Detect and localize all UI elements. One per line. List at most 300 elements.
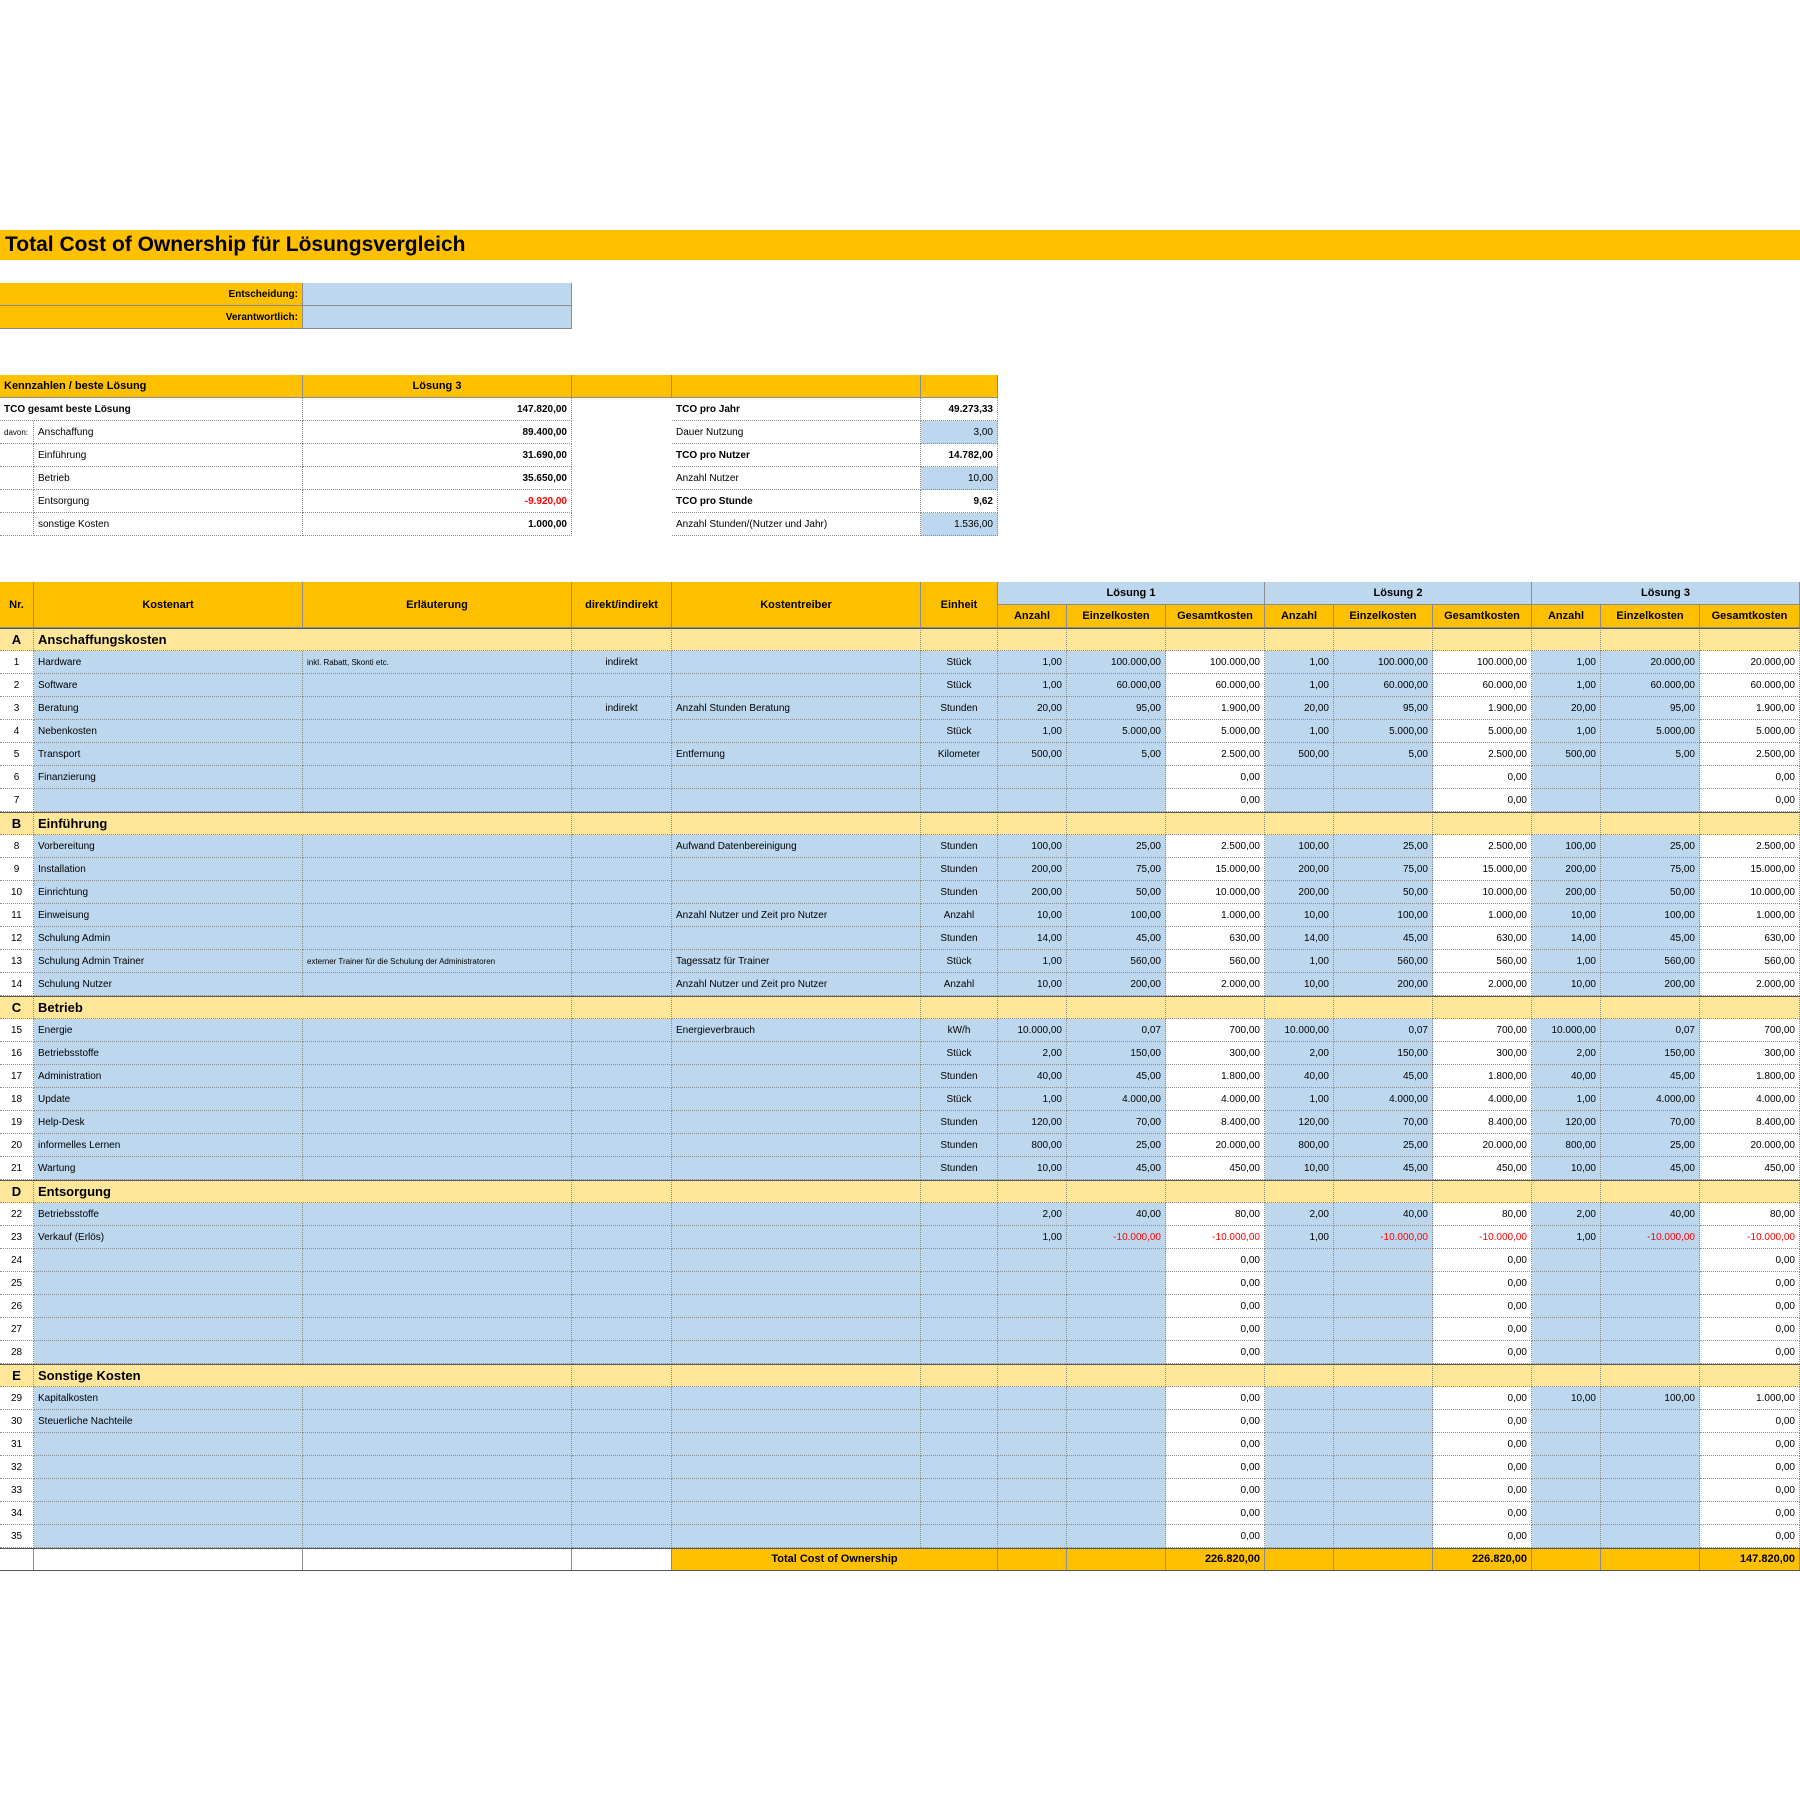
einheit-input[interactable]	[921, 1226, 998, 1249]
anzahl-input[interactable]	[998, 1456, 1067, 1479]
einzelkosten-input[interactable]: 45,00	[1067, 927, 1166, 950]
erlaeuterung-input[interactable]	[303, 1157, 572, 1180]
erlaeuterung-input[interactable]	[303, 927, 572, 950]
anzahl-input[interactable]	[998, 1318, 1067, 1341]
anzahl-input[interactable]: 40,00	[1532, 1065, 1601, 1088]
direkt-indirekt-input[interactable]	[572, 674, 672, 697]
einzelkosten-input[interactable]: 25,00	[1334, 1134, 1433, 1157]
anzahl-input[interactable]	[1265, 1479, 1334, 1502]
kostentreiber-input[interactable]	[672, 674, 921, 697]
einzelkosten-input[interactable]: 4.000,00	[1334, 1088, 1433, 1111]
anzahl-input[interactable]	[1532, 1433, 1601, 1456]
erlaeuterung-input[interactable]	[303, 1111, 572, 1134]
einzelkosten-input[interactable]	[1334, 1456, 1433, 1479]
anzahl-input[interactable]	[998, 1502, 1067, 1525]
einzelkosten-input[interactable]	[1601, 766, 1700, 789]
einzelkosten-input[interactable]: 150,00	[1334, 1042, 1433, 1065]
einzelkosten-input[interactable]	[1601, 1456, 1700, 1479]
anzahl-input[interactable]	[1265, 1433, 1334, 1456]
kostenart-input[interactable]: Administration	[34, 1065, 303, 1088]
kostenart-input[interactable]: Einweisung	[34, 904, 303, 927]
kostenart-input[interactable]: Steuerliche Nachteile	[34, 1410, 303, 1433]
anzahl-input[interactable]	[1532, 1318, 1601, 1341]
anzahl-input[interactable]: 10,00	[998, 973, 1067, 996]
anzahl-input[interactable]: 1,00	[1265, 950, 1334, 973]
kostentreiber-input[interactable]: Tagessatz für Trainer	[672, 950, 921, 973]
erlaeuterung-input[interactable]	[303, 674, 572, 697]
anzahl-input[interactable]: 200,00	[1265, 881, 1334, 904]
kostenart-input[interactable]: Wartung	[34, 1157, 303, 1180]
kostentreiber-input[interactable]	[672, 1157, 921, 1180]
anzahl-input[interactable]	[1265, 1249, 1334, 1272]
anzahl-input[interactable]	[1265, 1272, 1334, 1295]
erlaeuterung-input[interactable]	[303, 1410, 572, 1433]
einzelkosten-input[interactable]: 5.000,00	[1601, 720, 1700, 743]
kostenart-input[interactable]: Kapitalkosten	[34, 1387, 303, 1410]
erlaeuterung-input[interactable]	[303, 1433, 572, 1456]
anzahl-input[interactable]: 1,00	[998, 674, 1067, 697]
einheit-input[interactable]: Stunden	[921, 858, 998, 881]
einzelkosten-input[interactable]: 0,07	[1601, 1019, 1700, 1042]
anzahl-input[interactable]	[998, 1410, 1067, 1433]
einheit-input[interactable]: Stück	[921, 950, 998, 973]
direkt-indirekt-input[interactable]	[572, 1502, 672, 1525]
kostenart-input[interactable]: Schulung Nutzer	[34, 973, 303, 996]
einzelkosten-input[interactable]: 0,07	[1334, 1019, 1433, 1042]
einzelkosten-input[interactable]	[1067, 1479, 1166, 1502]
einheit-input[interactable]: Stunden	[921, 835, 998, 858]
kostenart-input[interactable]: Betriebsstoffe	[34, 1203, 303, 1226]
einzelkosten-input[interactable]: 4.000,00	[1601, 1088, 1700, 1111]
direkt-indirekt-input[interactable]	[572, 720, 672, 743]
einheit-input[interactable]	[921, 1479, 998, 1502]
anzahl-input[interactable]	[1532, 1272, 1601, 1295]
direkt-indirekt-input[interactable]	[572, 1157, 672, 1180]
einheit-input[interactable]	[921, 1502, 998, 1525]
anzahl-input[interactable]	[1265, 1525, 1334, 1548]
einzelkosten-input[interactable]: 95,00	[1067, 697, 1166, 720]
anzahl-input[interactable]	[1532, 1456, 1601, 1479]
kpi-input[interactable]: 1.536,00	[921, 513, 998, 536]
einheit-input[interactable]: Stunden	[921, 1065, 998, 1088]
einzelkosten-input[interactable]	[1334, 1502, 1433, 1525]
anzahl-input[interactable]	[1265, 1410, 1334, 1433]
einzelkosten-input[interactable]: 45,00	[1601, 927, 1700, 950]
entscheidung-input[interactable]	[303, 283, 572, 306]
kostentreiber-input[interactable]: Anzahl Stunden Beratung	[672, 697, 921, 720]
kostentreiber-input[interactable]	[672, 789, 921, 812]
erlaeuterung-input[interactable]	[303, 697, 572, 720]
kostenart-input[interactable]: informelles Lernen	[34, 1134, 303, 1157]
direkt-indirekt-input[interactable]	[572, 1134, 672, 1157]
direkt-indirekt-input[interactable]	[572, 1019, 672, 1042]
anzahl-input[interactable]	[1532, 789, 1601, 812]
einheit-input[interactable]: kW/h	[921, 1019, 998, 1042]
kostentreiber-input[interactable]	[672, 858, 921, 881]
anzahl-input[interactable]	[1265, 1387, 1334, 1410]
einzelkosten-input[interactable]	[1067, 1295, 1166, 1318]
erlaeuterung-input[interactable]	[303, 789, 572, 812]
erlaeuterung-input[interactable]	[303, 1203, 572, 1226]
anzahl-input[interactable]: 10,00	[1265, 973, 1334, 996]
anzahl-input[interactable]: 800,00	[1532, 1134, 1601, 1157]
anzahl-input[interactable]: 20,00	[1265, 697, 1334, 720]
anzahl-input[interactable]: 1,00	[998, 720, 1067, 743]
anzahl-input[interactable]: 14,00	[1265, 927, 1334, 950]
erlaeuterung-input[interactable]	[303, 1341, 572, 1364]
einzelkosten-input[interactable]: 70,00	[1334, 1111, 1433, 1134]
einzelkosten-input[interactable]	[1601, 1433, 1700, 1456]
kostenart-input[interactable]: Software	[34, 674, 303, 697]
verantwortlich-input[interactable]	[303, 306, 572, 329]
anzahl-input[interactable]	[998, 1249, 1067, 1272]
einzelkosten-input[interactable]: 40,00	[1601, 1203, 1700, 1226]
einheit-input[interactable]: Anzahl	[921, 904, 998, 927]
anzahl-input[interactable]: 120,00	[1265, 1111, 1334, 1134]
direkt-indirekt-input[interactable]	[572, 881, 672, 904]
einzelkosten-input[interactable]: 50,00	[1067, 881, 1166, 904]
einzelkosten-input[interactable]: 45,00	[1334, 927, 1433, 950]
einzelkosten-input[interactable]	[1067, 1249, 1166, 1272]
anzahl-input[interactable]: 10,00	[1532, 1387, 1601, 1410]
einzelkosten-input[interactable]	[1067, 1410, 1166, 1433]
einzelkosten-input[interactable]	[1334, 1272, 1433, 1295]
einheit-input[interactable]	[921, 1525, 998, 1548]
erlaeuterung-input[interactable]	[303, 720, 572, 743]
kostentreiber-input[interactable]	[672, 1341, 921, 1364]
erlaeuterung-input[interactable]	[303, 766, 572, 789]
anzahl-input[interactable]	[998, 789, 1067, 812]
anzahl-input[interactable]: 1,00	[998, 1226, 1067, 1249]
anzahl-input[interactable]	[1532, 766, 1601, 789]
anzahl-input[interactable]: 1,00	[998, 950, 1067, 973]
kostenart-input[interactable]: Transport	[34, 743, 303, 766]
einzelkosten-input[interactable]: 60.000,00	[1334, 674, 1433, 697]
kostentreiber-input[interactable]	[672, 1456, 921, 1479]
kostenart-input[interactable]: Einrichtung	[34, 881, 303, 904]
kostentreiber-input[interactable]	[672, 720, 921, 743]
erlaeuterung-input[interactable]: externer Trainer für die Schulung der Administratoren	[303, 950, 572, 973]
einzelkosten-input[interactable]: 200,00	[1067, 973, 1166, 996]
anzahl-input[interactable]: 10.000,00	[998, 1019, 1067, 1042]
einzelkosten-input[interactable]	[1601, 1502, 1700, 1525]
anzahl-input[interactable]: 1,00	[1265, 651, 1334, 674]
anzahl-input[interactable]: 1,00	[1532, 950, 1601, 973]
einzelkosten-input[interactable]: 25,00	[1067, 835, 1166, 858]
einheit-input[interactable]	[921, 1433, 998, 1456]
anzahl-input[interactable]: 2,00	[1532, 1203, 1601, 1226]
erlaeuterung-input[interactable]	[303, 1295, 572, 1318]
anzahl-input[interactable]: 2,00	[998, 1203, 1067, 1226]
anzahl-input[interactable]: 120,00	[1532, 1111, 1601, 1134]
kostentreiber-input[interactable]	[672, 1410, 921, 1433]
erlaeuterung-input[interactable]	[303, 1387, 572, 1410]
anzahl-input[interactable]: 10,00	[998, 904, 1067, 927]
einzelkosten-input[interactable]	[1067, 1272, 1166, 1295]
einzelkosten-input[interactable]: 45,00	[1601, 1157, 1700, 1180]
einzelkosten-input[interactable]	[1601, 1341, 1700, 1364]
direkt-indirekt-input[interactable]	[572, 1456, 672, 1479]
anzahl-input[interactable]: 14,00	[1532, 927, 1601, 950]
einzelkosten-input[interactable]: -10.000,00	[1601, 1226, 1700, 1249]
einzelkosten-input[interactable]: 25,00	[1601, 835, 1700, 858]
einzelkosten-input[interactable]	[1334, 766, 1433, 789]
direkt-indirekt-input[interactable]	[572, 1410, 672, 1433]
direkt-indirekt-input[interactable]	[572, 1226, 672, 1249]
erlaeuterung-input[interactable]	[303, 1019, 572, 1042]
kostentreiber-input[interactable]	[672, 1111, 921, 1134]
kostentreiber-input[interactable]	[672, 766, 921, 789]
einheit-input[interactable]: Stunden	[921, 1111, 998, 1134]
kostentreiber-input[interactable]	[672, 1433, 921, 1456]
anzahl-input[interactable]: 200,00	[1532, 858, 1601, 881]
direkt-indirekt-input[interactable]	[572, 789, 672, 812]
einzelkosten-input[interactable]	[1334, 1410, 1433, 1433]
anzahl-input[interactable]	[998, 1295, 1067, 1318]
einheit-input[interactable]: Stunden	[921, 881, 998, 904]
kostentreiber-input[interactable]	[672, 1318, 921, 1341]
anzahl-input[interactable]	[1532, 1410, 1601, 1433]
anzahl-input[interactable]	[998, 1433, 1067, 1456]
erlaeuterung-input[interactable]	[303, 743, 572, 766]
einzelkosten-input[interactable]: 75,00	[1334, 858, 1433, 881]
direkt-indirekt-input[interactable]	[572, 950, 672, 973]
kostenart-input[interactable]	[34, 1479, 303, 1502]
kostenart-input[interactable]: Beratung	[34, 697, 303, 720]
direkt-indirekt-input[interactable]	[572, 1387, 672, 1410]
einheit-input[interactable]	[921, 1249, 998, 1272]
anzahl-input[interactable]	[1532, 1341, 1601, 1364]
anzahl-input[interactable]	[1532, 1249, 1601, 1272]
direkt-indirekt-input[interactable]	[572, 973, 672, 996]
einheit-input[interactable]	[921, 1341, 998, 1364]
einzelkosten-input[interactable]: 45,00	[1067, 1065, 1166, 1088]
anzahl-input[interactable]: 1,00	[1532, 1226, 1601, 1249]
anzahl-input[interactable]: 500,00	[1532, 743, 1601, 766]
einzelkosten-input[interactable]	[1067, 1456, 1166, 1479]
anzahl-input[interactable]: 1,00	[1532, 674, 1601, 697]
kostenart-input[interactable]: Betriebsstoffe	[34, 1042, 303, 1065]
direkt-indirekt-input[interactable]	[572, 1042, 672, 1065]
anzahl-input[interactable]: 10,00	[1532, 1157, 1601, 1180]
einzelkosten-input[interactable]: 95,00	[1601, 697, 1700, 720]
kostenart-input[interactable]: Help-Desk	[34, 1111, 303, 1134]
anzahl-input[interactable]: 1,00	[1532, 720, 1601, 743]
direkt-indirekt-input[interactable]	[572, 835, 672, 858]
kostenart-input[interactable]: Schulung Admin	[34, 927, 303, 950]
einheit-input[interactable]: Stunden	[921, 927, 998, 950]
anzahl-input[interactable]: 500,00	[1265, 743, 1334, 766]
kostentreiber-input[interactable]	[672, 651, 921, 674]
kostenart-input[interactable]: Hardware	[34, 651, 303, 674]
anzahl-input[interactable]	[1265, 1502, 1334, 1525]
kostenart-input[interactable]: Vorbereitung	[34, 835, 303, 858]
einzelkosten-input[interactable]: 20.000,00	[1601, 651, 1700, 674]
kostenart-input[interactable]: Finanzierung	[34, 766, 303, 789]
einzelkosten-input[interactable]	[1334, 1387, 1433, 1410]
kostentreiber-input[interactable]	[672, 1203, 921, 1226]
einzelkosten-input[interactable]: 40,00	[1334, 1203, 1433, 1226]
einheit-input[interactable]: Stück	[921, 674, 998, 697]
erlaeuterung-input[interactable]	[303, 881, 572, 904]
einzelkosten-input[interactable]	[1067, 789, 1166, 812]
einzelkosten-input[interactable]: 25,00	[1067, 1134, 1166, 1157]
einzelkosten-input[interactable]: 25,00	[1601, 1134, 1700, 1157]
einzelkosten-input[interactable]: -10.000,00	[1067, 1226, 1166, 1249]
einzelkosten-input[interactable]: 70,00	[1067, 1111, 1166, 1134]
einzelkosten-input[interactable]: 5.000,00	[1334, 720, 1433, 743]
direkt-indirekt-input[interactable]	[572, 1295, 672, 1318]
einzelkosten-input[interactable]: 100.000,00	[1334, 651, 1433, 674]
einheit-input[interactable]	[921, 1295, 998, 1318]
einzelkosten-input[interactable]: 200,00	[1334, 973, 1433, 996]
anzahl-input[interactable]	[1265, 766, 1334, 789]
einzelkosten-input[interactable]: 100.000,00	[1067, 651, 1166, 674]
einzelkosten-input[interactable]: 5,00	[1067, 743, 1166, 766]
einzelkosten-input[interactable]: 100,00	[1334, 904, 1433, 927]
direkt-indirekt-input[interactable]	[572, 1318, 672, 1341]
anzahl-input[interactable]: 200,00	[998, 858, 1067, 881]
kostenart-input[interactable]: Nebenkosten	[34, 720, 303, 743]
einzelkosten-input[interactable]: 560,00	[1067, 950, 1166, 973]
einheit-input[interactable]: Stunden	[921, 1134, 998, 1157]
anzahl-input[interactable]: 1,00	[1265, 720, 1334, 743]
einzelkosten-input[interactable]: 95,00	[1334, 697, 1433, 720]
direkt-indirekt-input[interactable]	[572, 1479, 672, 1502]
anzahl-input[interactable]: 40,00	[1265, 1065, 1334, 1088]
einzelkosten-input[interactable]	[1334, 789, 1433, 812]
erlaeuterung-input[interactable]	[303, 1456, 572, 1479]
anzahl-input[interactable]: 20,00	[998, 697, 1067, 720]
einzelkosten-input[interactable]	[1067, 1387, 1166, 1410]
anzahl-input[interactable]: 1,00	[1265, 674, 1334, 697]
anzahl-input[interactable]: 500,00	[998, 743, 1067, 766]
direkt-indirekt-input[interactable]	[572, 1525, 672, 1548]
anzahl-input[interactable]: 200,00	[1532, 881, 1601, 904]
einheit-input[interactable]: Stück	[921, 1088, 998, 1111]
anzahl-input[interactable]: 1,00	[998, 651, 1067, 674]
einzelkosten-input[interactable]	[1601, 1295, 1700, 1318]
anzahl-input[interactable]: 1,00	[998, 1088, 1067, 1111]
erlaeuterung-input[interactable]	[303, 1525, 572, 1548]
anzahl-input[interactable]: 40,00	[998, 1065, 1067, 1088]
kostentreiber-input[interactable]	[672, 1134, 921, 1157]
anzahl-input[interactable]: 200,00	[998, 881, 1067, 904]
einheit-input[interactable]	[921, 1272, 998, 1295]
einzelkosten-input[interactable]: 100,00	[1067, 904, 1166, 927]
einzelkosten-input[interactable]	[1601, 1249, 1700, 1272]
einzelkosten-input[interactable]	[1334, 1479, 1433, 1502]
kostenart-input[interactable]	[34, 1525, 303, 1548]
erlaeuterung-input[interactable]	[303, 1502, 572, 1525]
kostentreiber-input[interactable]	[672, 927, 921, 950]
anzahl-input[interactable]: 2,00	[1265, 1042, 1334, 1065]
direkt-indirekt-input[interactable]	[572, 1433, 672, 1456]
einzelkosten-input[interactable]: 40,00	[1067, 1203, 1166, 1226]
einzelkosten-input[interactable]: 60.000,00	[1067, 674, 1166, 697]
einzelkosten-input[interactable]: 45,00	[1601, 1065, 1700, 1088]
kostentreiber-input[interactable]	[672, 1226, 921, 1249]
erlaeuterung-input[interactable]	[303, 1249, 572, 1272]
anzahl-input[interactable]: 100,00	[998, 835, 1067, 858]
einzelkosten-input[interactable]: 45,00	[1334, 1065, 1433, 1088]
einzelkosten-input[interactable]: 25,00	[1334, 835, 1433, 858]
einheit-input[interactable]: Stunden	[921, 697, 998, 720]
direkt-indirekt-input[interactable]	[572, 766, 672, 789]
erlaeuterung-input[interactable]	[303, 1134, 572, 1157]
kostentreiber-input[interactable]: Entfernung	[672, 743, 921, 766]
kostentreiber-input[interactable]: Energieverbrauch	[672, 1019, 921, 1042]
direkt-indirekt-input[interactable]	[572, 904, 672, 927]
einzelkosten-input[interactable]	[1334, 1433, 1433, 1456]
kostentreiber-input[interactable]: Anzahl Nutzer und Zeit pro Nutzer	[672, 973, 921, 996]
erlaeuterung-input[interactable]: inkl. Rabatt, Skonti etc.	[303, 651, 572, 674]
direkt-indirekt-input[interactable]	[572, 1065, 672, 1088]
kostenart-input[interactable]	[34, 1433, 303, 1456]
anzahl-input[interactable]: 1,00	[1532, 651, 1601, 674]
einzelkosten-input[interactable]: 100,00	[1601, 1387, 1700, 1410]
anzahl-input[interactable]: 120,00	[998, 1111, 1067, 1134]
kostenart-input[interactable]: Schulung Admin Trainer	[34, 950, 303, 973]
kostenart-input[interactable]	[34, 1456, 303, 1479]
anzahl-input[interactable]: 10,00	[1532, 973, 1601, 996]
einheit-input[interactable]: Stück	[921, 720, 998, 743]
kostenart-input[interactable]: Energie	[34, 1019, 303, 1042]
einzelkosten-input[interactable]: 150,00	[1067, 1042, 1166, 1065]
kostentreiber-input[interactable]	[672, 1272, 921, 1295]
anzahl-input[interactable]: 1,00	[1265, 1088, 1334, 1111]
anzahl-input[interactable]	[1265, 1295, 1334, 1318]
einheit-input[interactable]: Stunden	[921, 1157, 998, 1180]
anzahl-input[interactable]: 800,00	[1265, 1134, 1334, 1157]
einheit-input[interactable]: Stück	[921, 651, 998, 674]
anzahl-input[interactable]	[1265, 1456, 1334, 1479]
anzahl-input[interactable]: 200,00	[1265, 858, 1334, 881]
einzelkosten-input[interactable]: -10.000,00	[1334, 1226, 1433, 1249]
einheit-input[interactable]	[921, 1318, 998, 1341]
einzelkosten-input[interactable]	[1601, 1479, 1700, 1502]
anzahl-input[interactable]: 10.000,00	[1265, 1019, 1334, 1042]
einzelkosten-input[interactable]: 50,00	[1601, 881, 1700, 904]
direkt-indirekt-input[interactable]: indirekt	[572, 697, 672, 720]
direkt-indirekt-input[interactable]: indirekt	[572, 651, 672, 674]
anzahl-input[interactable]: 10,00	[998, 1157, 1067, 1180]
kostenart-input[interactable]	[34, 1318, 303, 1341]
einzelkosten-input[interactable]	[1334, 1249, 1433, 1272]
einzelkosten-input[interactable]: 45,00	[1067, 1157, 1166, 1180]
einzelkosten-input[interactable]: 4.000,00	[1067, 1088, 1166, 1111]
einzelkosten-input[interactable]	[1067, 1318, 1166, 1341]
einzelkosten-input[interactable]	[1067, 766, 1166, 789]
einzelkosten-input[interactable]: 0,07	[1067, 1019, 1166, 1042]
anzahl-input[interactable]	[1532, 1295, 1601, 1318]
kostentreiber-input[interactable]	[672, 1088, 921, 1111]
kostenart-input[interactable]	[34, 1249, 303, 1272]
einzelkosten-input[interactable]: 5.000,00	[1067, 720, 1166, 743]
einzelkosten-input[interactable]	[1067, 1502, 1166, 1525]
einzelkosten-input[interactable]	[1601, 1525, 1700, 1548]
einheit-input[interactable]	[921, 1203, 998, 1226]
einzelkosten-input[interactable]: 200,00	[1601, 973, 1700, 996]
einzelkosten-input[interactable]	[1334, 1341, 1433, 1364]
kostentreiber-input[interactable]	[672, 1502, 921, 1525]
kostentreiber-input[interactable]: Aufwand Datenbereinigung	[672, 835, 921, 858]
einzelkosten-input[interactable]	[1334, 1318, 1433, 1341]
erlaeuterung-input[interactable]	[303, 904, 572, 927]
einzelkosten-input[interactable]: 100,00	[1601, 904, 1700, 927]
erlaeuterung-input[interactable]	[303, 1479, 572, 1502]
anzahl-input[interactable]: 1,00	[1532, 1088, 1601, 1111]
